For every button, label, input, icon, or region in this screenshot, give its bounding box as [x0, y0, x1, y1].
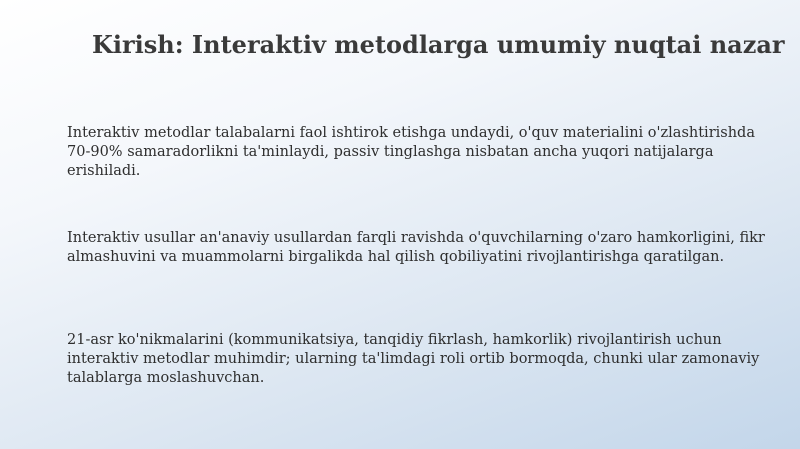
paragraph-2: Interaktiv usullar an'anaviy usullardan farqli ravishda o'quvchilarning o'zaro hamkorligini, fikr almashuvini va muammolarni birgalikda hal qilish qobiliyatini rivojlantirishga qaratilgan.: [67, 230, 765, 265]
paragraph-3: 21-asr ko'nikmalarini (kommunikatsiya, tanqidiy fikrlash, hamkorlik) rivojlantirish uchun interaktiv metodlar muhimdir; ularning ta'limdagi roli ortib bormoqda, chunki ular zamonaviy talablarga moslashuvchan.: [67, 332, 760, 386]
paragraph-1: Interaktiv metodlar talabalarni faol ishtirok etishga undaydi, o'quv materialini o'zlashtirishda 70-90% samaradorlikni ta'minlaydi, passiv tinglashga nisbatan ancha yuqori natijalarga erishiladi.: [67, 125, 755, 179]
slide-title: Kirish: Interaktiv metodlarga umumiy nuqtai nazar: [92, 30, 785, 59]
